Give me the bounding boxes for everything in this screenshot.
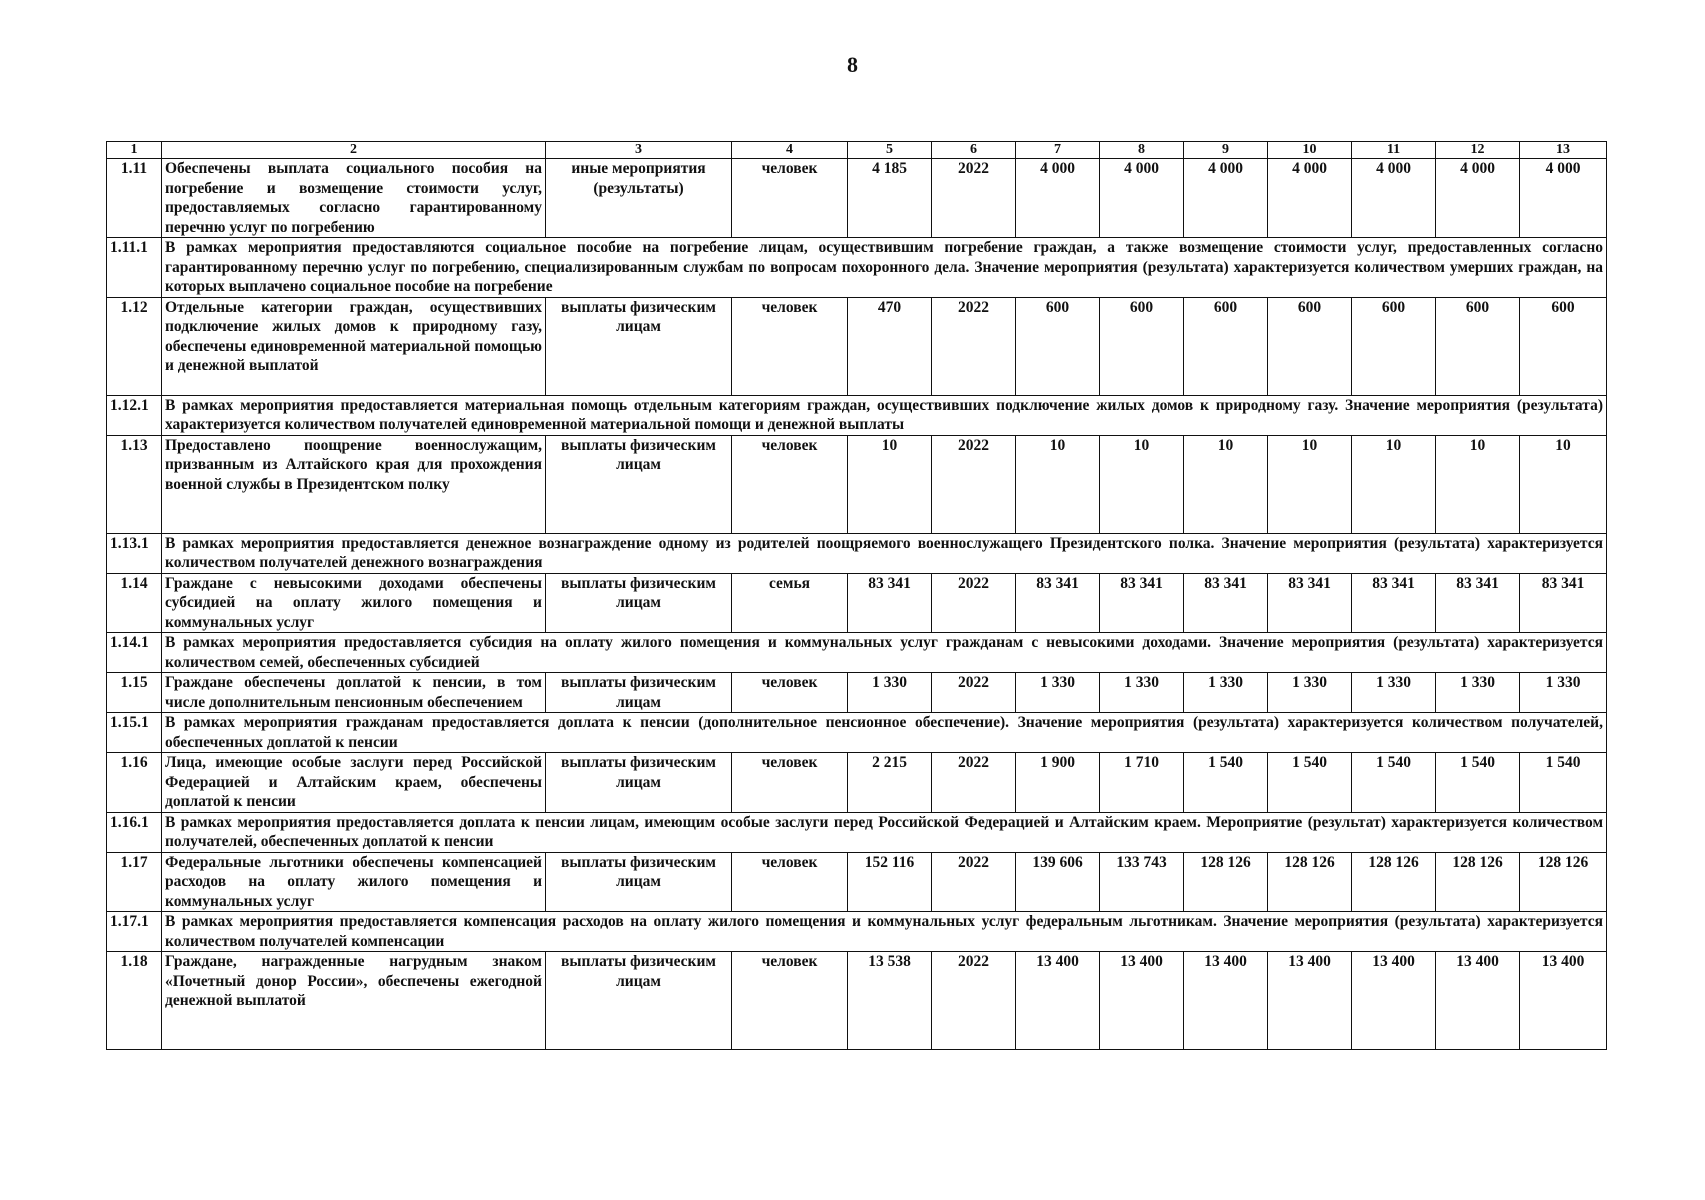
note-text: В рамках мероприятия предоставляется субсидия на оплату жилого помещения и коммунальных услуг гражданам с невысокими доходами. Значение мероприятия (результата) характеризуется количеством семей, обеспеченных субсидией	[162, 633, 1607, 673]
table-header-row	[107, 142, 1607, 159]
unit-of-measure: семья	[732, 573, 848, 633]
value-col-13: 1 540	[1520, 753, 1607, 813]
row-number: 1.18	[107, 952, 162, 1050]
value-col-9: 83 341	[1184, 573, 1268, 633]
value-col-8: 133 743	[1100, 852, 1184, 912]
measure-name: Граждане, награжденные нагрудным знаком «Почетный донор России», обеспечены ежегодной денежной выплатой	[162, 952, 546, 1050]
value-col-7: 13 400	[1016, 952, 1100, 1050]
measure-type: выплаты физическим лицам	[546, 852, 732, 912]
measure-type: иные мероприятия (результаты)	[546, 159, 732, 238]
row-number: 1.14	[107, 573, 162, 633]
value-col-12: 4 000	[1436, 159, 1520, 238]
measure-type: выплаты физическим лицам	[546, 573, 732, 633]
value-col-9: 13 400	[1184, 952, 1268, 1050]
value-col-13: 13 400	[1520, 952, 1607, 1050]
value-col-5: 10	[848, 435, 932, 533]
column-header-11: 11	[1352, 142, 1436, 159]
value-col-5: 4 185	[848, 159, 932, 238]
row-number: 1.15	[107, 673, 162, 713]
table-note-row	[107, 238, 1607, 298]
value-col-12: 13 400	[1436, 952, 1520, 1050]
value-col-7: 139 606	[1016, 852, 1100, 912]
note-number: 1.17.1	[107, 912, 162, 952]
value-col-10: 128 126	[1268, 852, 1352, 912]
value-col-6: 2022	[932, 159, 1016, 238]
value-col-12: 128 126	[1436, 852, 1520, 912]
measure-type: выплаты физическим лицам	[546, 435, 732, 533]
value-col-11: 10	[1352, 435, 1436, 533]
value-col-12: 1 330	[1436, 673, 1520, 713]
measure-name: Граждане обеспечены доплатой к пенсии, в том числе дополнительным пенсионным обеспечением	[162, 673, 546, 713]
row-number: 1.13	[107, 435, 162, 533]
value-col-10: 1 330	[1268, 673, 1352, 713]
value-col-5: 1 330	[848, 673, 932, 713]
value-col-9: 128 126	[1184, 852, 1268, 912]
row-number: 1.17	[107, 852, 162, 912]
value-col-8: 1 710	[1100, 753, 1184, 813]
value-col-7: 1 330	[1016, 673, 1100, 713]
table-row	[107, 753, 1607, 813]
column-header-1: 1	[107, 142, 162, 159]
measure-type: выплаты физическим лицам	[546, 673, 732, 713]
value-col-12: 83 341	[1436, 573, 1520, 633]
column-header-10: 10	[1268, 142, 1352, 159]
value-col-10: 83 341	[1268, 573, 1352, 633]
table-note-row	[107, 533, 1607, 573]
note-number: 1.12.1	[107, 395, 162, 435]
value-col-11: 128 126	[1352, 852, 1436, 912]
column-header-5: 5	[848, 142, 932, 159]
value-col-6: 2022	[932, 952, 1016, 1050]
measure-type: выплаты физическим лицам	[546, 753, 732, 813]
unit-of-measure: человек	[732, 952, 848, 1050]
unit-of-measure: человек	[732, 159, 848, 238]
unit-of-measure: человек	[732, 297, 848, 395]
column-header-3: 3	[546, 142, 732, 159]
column-header-6: 6	[932, 142, 1016, 159]
value-col-6: 2022	[932, 852, 1016, 912]
value-col-8: 4 000	[1100, 159, 1184, 238]
unit-of-measure: человек	[732, 753, 848, 813]
column-header-4: 4	[732, 142, 848, 159]
column-header-8: 8	[1100, 142, 1184, 159]
table-row	[107, 297, 1607, 395]
value-col-6: 2022	[932, 297, 1016, 395]
value-col-10: 600	[1268, 297, 1352, 395]
measure-name: Предоставлено поощрение военнослужащим, призванным из Алтайского края для прохождения военной службы в Президентском полку	[162, 435, 546, 533]
value-col-12: 600	[1436, 297, 1520, 395]
value-col-6: 2022	[932, 573, 1016, 633]
note-text: В рамках мероприятия предоставляется материальная помощь отдельным категориям граждан, осуществивших подключение жилых домов к природному газу. Значение мероприятия (результата) характеризуется количеством получателей единовременной материальной помощи и денежной выплаты	[162, 395, 1607, 435]
value-col-11: 600	[1352, 297, 1436, 395]
value-col-9: 1 540	[1184, 753, 1268, 813]
note-number: 1.13.1	[107, 533, 162, 573]
measure-name: Граждане с невысокими доходами обеспечены субсидией на оплату жилого помещения и коммунальных услуг	[162, 573, 546, 633]
value-col-12: 1 540	[1436, 753, 1520, 813]
value-col-10: 10	[1268, 435, 1352, 533]
value-col-12: 10	[1436, 435, 1520, 533]
value-col-11: 83 341	[1352, 573, 1436, 633]
value-col-9: 1 330	[1184, 673, 1268, 713]
value-col-8: 600	[1100, 297, 1184, 395]
table-note-row	[107, 633, 1607, 673]
note-text: В рамках мероприятия предоставляются социальное пособие на погребение лицам, осуществившим погребение граждан, а также возмещение стоимости услуг, предоставленных согласно гарантированному перечню услуг по погребению, специализированным службам по вопросам похоронного дела. Значение мероприятия (результата) характеризуется количеством умерших граждан, на которых выплачено социальное пособие на погребение	[162, 238, 1607, 298]
column-header-2: 2	[162, 142, 546, 159]
note-number: 1.14.1	[107, 633, 162, 673]
value-col-9: 10	[1184, 435, 1268, 533]
column-header-7: 7	[1016, 142, 1100, 159]
note-text: В рамках мероприятия предоставляется денежное вознаграждение одному из родителей поощряемого военнослужащего Президентского полка. Значение мероприятия (результата) характеризуется количеством получателей денежного вознаграждения	[162, 533, 1607, 573]
measure-name: Обеспечены выплата социального пособия на погребение и возмещение стоимости услуг, предоставляемых согласно гарантированному перечню услуг по погребению	[162, 159, 546, 238]
table-row	[107, 435, 1607, 533]
measure-name: Федеральные льготники обеспечены компенсацией расходов на оплату жилого помещения и коммунальных услуг	[162, 852, 546, 912]
value-col-8: 83 341	[1100, 573, 1184, 633]
column-header-9: 9	[1184, 142, 1268, 159]
value-col-10: 1 540	[1268, 753, 1352, 813]
value-col-13: 1 330	[1520, 673, 1607, 713]
unit-of-measure: человек	[732, 435, 848, 533]
table-row	[107, 573, 1607, 633]
value-col-7: 600	[1016, 297, 1100, 395]
note-number: 1.15.1	[107, 713, 162, 753]
value-col-11: 1 540	[1352, 753, 1436, 813]
value-col-11: 1 330	[1352, 673, 1436, 713]
value-col-13: 4 000	[1520, 159, 1607, 238]
unit-of-measure: человек	[732, 852, 848, 912]
value-col-7: 10	[1016, 435, 1100, 533]
measures-table	[106, 141, 1607, 1050]
table-row	[107, 673, 1607, 713]
value-col-5: 152 116	[848, 852, 932, 912]
value-col-13: 10	[1520, 435, 1607, 533]
table-note-row	[107, 713, 1607, 753]
page-number: 8	[847, 52, 858, 77]
table-note-row	[107, 912, 1607, 952]
value-col-8: 13 400	[1100, 952, 1184, 1050]
note-text: В рамках мероприятия гражданам предоставляется доплата к пенсии (дополнительное пенсионное обеспечение). Значение мероприятия (результата) характеризуется количеством получателей, обеспеченных доплатой к пенсии	[162, 713, 1607, 753]
value-col-13: 83 341	[1520, 573, 1607, 633]
value-col-7: 83 341	[1016, 573, 1100, 633]
row-number: 1.16	[107, 753, 162, 813]
column-header-13: 13	[1520, 142, 1607, 159]
value-col-7: 4 000	[1016, 159, 1100, 238]
note-text: В рамках мероприятия предоставляется доплата к пенсии лицам, имеющим особые заслуги перед Российской Федерацией и Алтайским краем. Мероприятие (результат) характеризуется количеством получателей, обеспеченных доплатой к пенсии	[162, 812, 1607, 852]
value-col-8: 10	[1100, 435, 1184, 533]
table-note-row	[107, 395, 1607, 435]
table-note-row	[107, 812, 1607, 852]
value-col-6: 2022	[932, 753, 1016, 813]
value-col-13: 600	[1520, 297, 1607, 395]
value-col-5: 470	[848, 297, 932, 395]
value-col-10: 4 000	[1268, 159, 1352, 238]
measure-name: Лица, имеющие особые заслуги перед Российской Федерацией и Алтайским краем, обеспечены доплатой к пенсии	[162, 753, 546, 813]
value-col-6: 2022	[932, 435, 1016, 533]
note-number: 1.16.1	[107, 812, 162, 852]
table-row	[107, 852, 1607, 912]
column-header-12: 12	[1436, 142, 1520, 159]
value-col-7: 1 900	[1016, 753, 1100, 813]
value-col-13: 128 126	[1520, 852, 1607, 912]
value-col-10: 13 400	[1268, 952, 1352, 1050]
table-row	[107, 159, 1607, 238]
value-col-5: 83 341	[848, 573, 932, 633]
value-col-11: 13 400	[1352, 952, 1436, 1050]
measure-type: выплаты физическим лицам	[546, 297, 732, 395]
value-col-6: 2022	[932, 673, 1016, 713]
value-col-11: 4 000	[1352, 159, 1436, 238]
value-col-5: 13 538	[848, 952, 932, 1050]
value-col-5: 2 215	[848, 753, 932, 813]
note-number: 1.11.1	[107, 238, 162, 298]
note-text: В рамках мероприятия предоставляется компенсация расходов на оплату жилого помещения и коммунальных услуг федеральным льготникам. Значение мероприятия (результата) характеризуется количеством получателей компенсации	[162, 912, 1607, 952]
measure-type: выплаты физическим лицам	[546, 952, 732, 1050]
measure-name: Отдельные категории граждан, осуществивших подключение жилых домов к природному газу, обеспечены единовременной материальной помощью и денежной выплатой	[162, 297, 546, 395]
value-col-8: 1 330	[1100, 673, 1184, 713]
unit-of-measure: человек	[732, 673, 848, 713]
row-number: 1.12	[107, 297, 162, 395]
value-col-9: 4 000	[1184, 159, 1268, 238]
table-row	[107, 952, 1607, 1050]
value-col-9: 600	[1184, 297, 1268, 395]
row-number: 1.11	[107, 159, 162, 238]
